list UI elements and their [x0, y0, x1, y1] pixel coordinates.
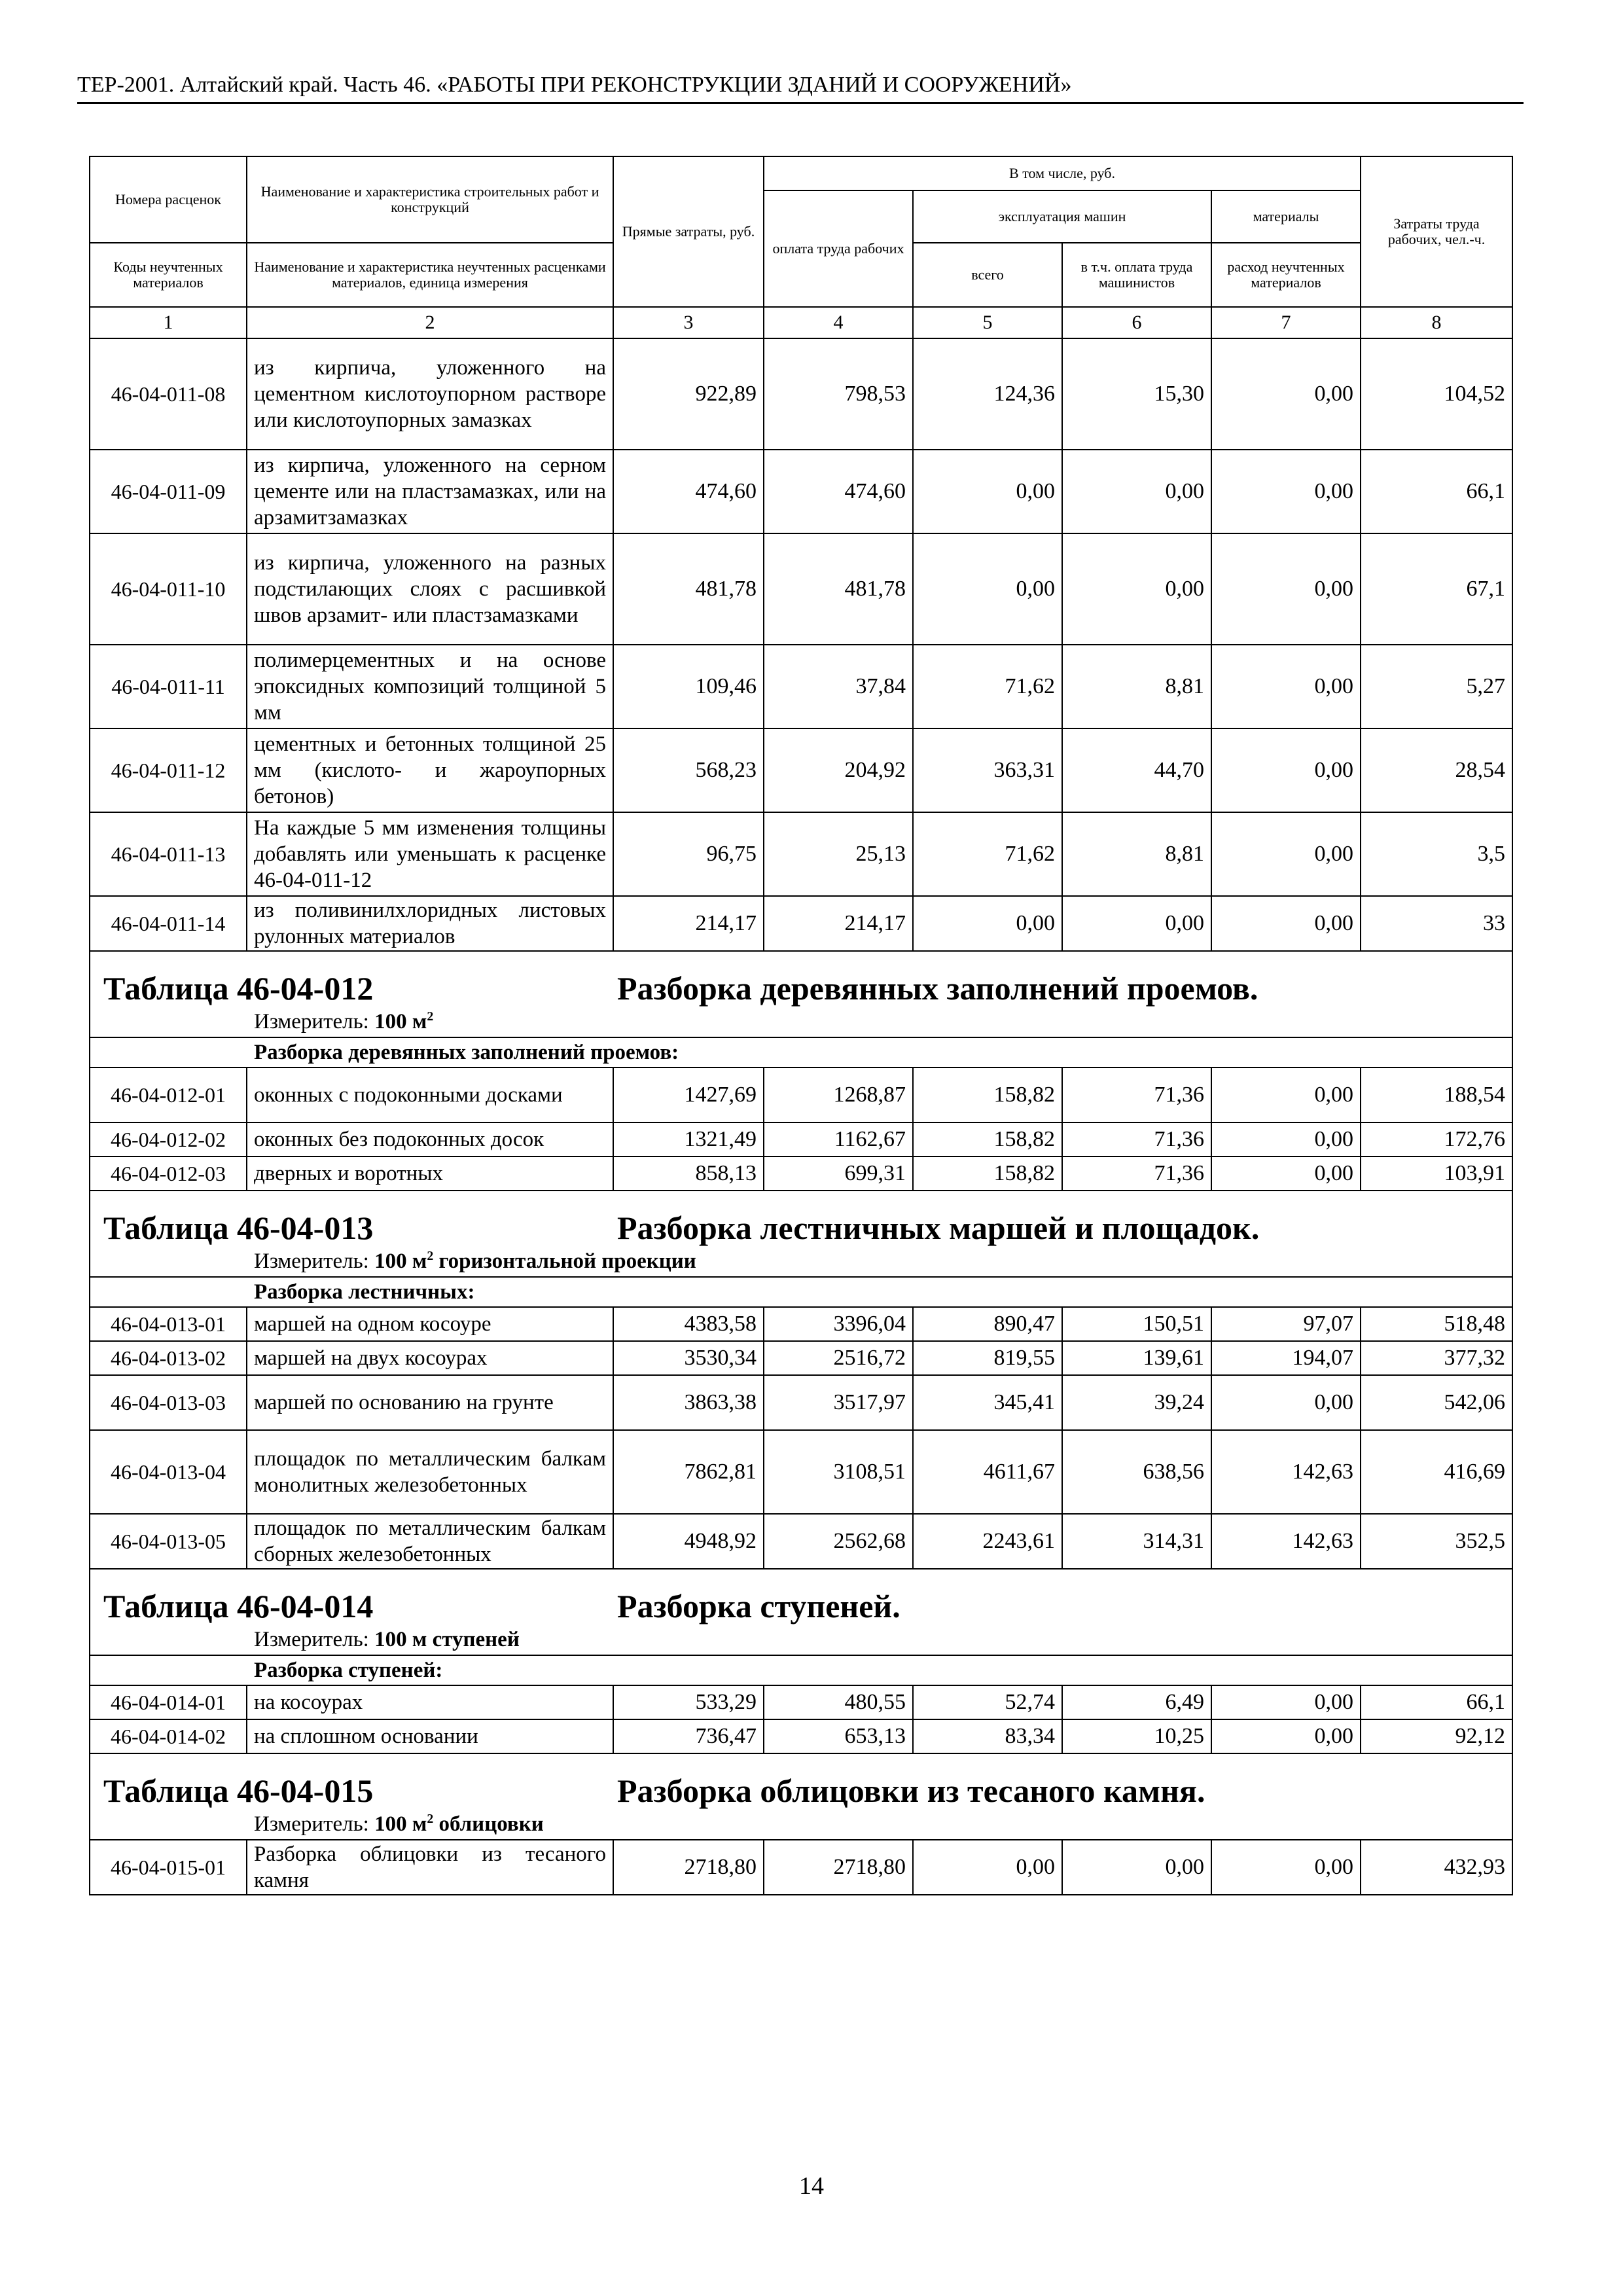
labor-pay: 25,13 [764, 812, 913, 896]
unit-row [90, 1809, 1512, 1840]
labor-pay: 214,17 [764, 896, 913, 951]
section-title [90, 1753, 1512, 1809]
table-row [90, 1307, 1512, 1341]
unit-value: 100 м [374, 1812, 427, 1836]
unit-superscript: 2 [427, 1009, 434, 1024]
header-unaccounted-consumption: расход неучтенных материалов [1211, 243, 1361, 307]
machine-total: 0,00 [913, 450, 1062, 533]
machinist-pay: 638,56 [1062, 1430, 1211, 1514]
machinist-pay: 15,30 [1062, 338, 1211, 450]
materials-cost: 194,07 [1211, 1341, 1361, 1375]
rate-code: 46-04-013-03 [90, 1375, 247, 1430]
machine-total: 4611,67 [913, 1430, 1062, 1514]
machine-total: 0,00 [913, 1840, 1062, 1895]
table-row [90, 1341, 1512, 1375]
machinist-pay: 71,36 [1062, 1157, 1211, 1191]
labor-pay: 481,78 [764, 533, 913, 645]
labor-pay: 1268,87 [764, 1067, 913, 1122]
direct-costs: 3530,34 [613, 1341, 764, 1375]
rate-code: 46-04-011-14 [90, 896, 247, 951]
unit-label: Измеритель: [254, 1812, 369, 1836]
unit-label: Измеритель: [254, 1010, 369, 1033]
header-materials: материалы [1211, 190, 1361, 243]
rate-description: оконных без подоконных досок [247, 1122, 613, 1157]
direct-costs: 4383,58 [613, 1307, 764, 1341]
direct-costs: 2718,80 [613, 1840, 764, 1895]
rate-description: цементных и бетонных толщиной 25 мм (кислото- и жароупорных бетонов) [247, 728, 613, 812]
subheading: Разборка деревянных заполнений проемов: [90, 1037, 1512, 1067]
materials-cost: 0,00 [1211, 645, 1361, 728]
section-title-row [90, 951, 1512, 1007]
labor-hours: 67,1 [1361, 533, 1512, 645]
unit-label: Измеритель: [254, 1249, 369, 1273]
labor-hours: 416,69 [1361, 1430, 1512, 1514]
header-labor-costs: Затраты труда рабочих, чел.-ч. [1361, 156, 1512, 307]
labor-hours: 432,93 [1361, 1840, 1512, 1895]
table-number: Таблица 46-04-012 [103, 970, 374, 1007]
table-title: Разборка лестничных маршей и площадок. [617, 1210, 1260, 1246]
column-number: 5 [913, 307, 1062, 338]
section-title-row [90, 1191, 1512, 1246]
labor-hours: 518,48 [1361, 1307, 1512, 1341]
table-number: Таблица 46-04-013 [103, 1210, 374, 1246]
direct-costs: 858,13 [613, 1157, 764, 1191]
unit-value: 100 м [374, 1249, 427, 1273]
materials-cost: 0,00 [1211, 533, 1361, 645]
rate-description: площадок по металлическим балкам сборных железобетонных [247, 1514, 613, 1569]
rate-description: маршей на двух косоурах [247, 1341, 613, 1375]
page-header: ТЕР-2001. Алтайский край. Часть 46. «РАБОТЫ ПРИ РЕКОНСТРУКЦИИ ЗДАНИЙ И СООРУЖЕНИЙ» [77, 71, 1524, 104]
unit-value: 100 м [374, 1010, 427, 1033]
rate-code: 46-04-012-03 [90, 1157, 247, 1191]
table-row [90, 338, 1512, 450]
direct-costs: 922,89 [613, 338, 764, 450]
column-numbers-row [90, 307, 1512, 338]
direct-costs: 109,46 [613, 645, 764, 728]
rate-code: 46-04-013-04 [90, 1430, 247, 1514]
labor-hours: 5,27 [1361, 645, 1512, 728]
labor-hours: 542,06 [1361, 1375, 1512, 1430]
unit-value: 100 м ступеней [374, 1628, 520, 1651]
labor-pay: 2718,80 [764, 1840, 913, 1895]
rate-description: оконных с подоконными досками [247, 1067, 613, 1122]
header-including: В том числе, руб. [764, 156, 1361, 190]
table-number: Таблица 46-04-015 [103, 1772, 374, 1809]
table-header-row [90, 156, 1512, 190]
direct-costs: 568,23 [613, 728, 764, 812]
table-row [90, 1067, 1512, 1122]
table-row [90, 1375, 1512, 1430]
labor-hours: 377,32 [1361, 1341, 1512, 1375]
machine-total: 71,62 [913, 812, 1062, 896]
rate-description: На каждые 5 мм изменения толщины добавлять или уменьшать к расценке 46-04-011-12 [247, 812, 613, 896]
column-number: 6 [1062, 307, 1211, 338]
labor-pay: 204,92 [764, 728, 913, 812]
column-number: 8 [1361, 307, 1512, 338]
unit-superscript: 2 [427, 1249, 434, 1263]
unit-label: Измеритель: [254, 1628, 369, 1651]
unit-line [90, 1809, 1512, 1840]
direct-costs: 1427,69 [613, 1067, 764, 1122]
materials-cost: 0,00 [1211, 338, 1361, 450]
rate-description: из кирпича, уложенного на разных подстилающих слоях с расшивкой швов арзамит- или пластзамазками [247, 533, 613, 645]
machine-total: 363,31 [913, 728, 1062, 812]
rate-description: маршей на одном косоуре [247, 1307, 613, 1341]
header-total: всего [913, 243, 1062, 307]
materials-cost: 0,00 [1211, 1067, 1361, 1122]
rate-code: 46-04-011-08 [90, 338, 247, 450]
header-machinist-pay: в т.ч. оплата труда машинистов [1062, 243, 1211, 307]
direct-costs: 96,75 [613, 812, 764, 896]
rate-code: 46-04-014-01 [90, 1685, 247, 1719]
table-row [90, 1840, 1512, 1895]
labor-pay: 1162,67 [764, 1122, 913, 1157]
rate-code: 46-04-011-11 [90, 645, 247, 728]
rate-code: 46-04-013-05 [90, 1514, 247, 1569]
materials-cost: 0,00 [1211, 896, 1361, 951]
table-row [90, 1719, 1512, 1753]
unit-superscript: 2 [427, 1812, 434, 1826]
machinist-pay: 8,81 [1062, 645, 1211, 728]
materials-cost: 142,63 [1211, 1514, 1361, 1569]
table-row [90, 1157, 1512, 1191]
header-rate-numbers: Номера расценок [90, 156, 247, 243]
labor-hours: 103,91 [1361, 1157, 1512, 1191]
machine-total: 0,00 [913, 533, 1062, 645]
rate-code: 46-04-014-02 [90, 1719, 247, 1753]
table-row [90, 645, 1512, 728]
labor-pay: 3108,51 [764, 1430, 913, 1514]
labor-pay: 474,60 [764, 450, 913, 533]
rate-description: из кирпича, уложенного на серном цементе или на пластзамазках, или на арзамитзамазках [247, 450, 613, 533]
labor-pay: 3517,97 [764, 1375, 913, 1430]
section-title-row [90, 1569, 1512, 1624]
labor-pay: 699,31 [764, 1157, 913, 1191]
materials-cost: 0,00 [1211, 1157, 1361, 1191]
section-title-row [90, 1753, 1512, 1809]
labor-hours: 66,1 [1361, 1685, 1512, 1719]
header-direct-costs: Прямые затраты, руб. [613, 156, 764, 307]
column-number: 4 [764, 307, 913, 338]
labor-pay: 2516,72 [764, 1341, 913, 1375]
section-title [90, 1191, 1512, 1246]
header-work-name: Наименование и характеристика строительных работ и конструкций [247, 156, 613, 243]
labor-hours: 33 [1361, 896, 1512, 951]
unit-line [90, 1246, 1512, 1277]
section-title [90, 1569, 1512, 1624]
rate-description: полимерцементных и на основе эпоксидных композиций толщиной 5 мм [247, 645, 613, 728]
materials-cost: 0,00 [1211, 728, 1361, 812]
labor-pay: 653,13 [764, 1719, 913, 1753]
materials-cost: 97,07 [1211, 1307, 1361, 1341]
table-row [90, 450, 1512, 533]
column-number: 3 [613, 307, 764, 338]
machine-total: 890,47 [913, 1307, 1062, 1341]
rate-code: 46-04-012-02 [90, 1122, 247, 1157]
machine-total: 345,41 [913, 1375, 1062, 1430]
labor-pay: 3396,04 [764, 1307, 913, 1341]
machine-total: 124,36 [913, 338, 1062, 450]
rate-code: 46-04-013-01 [90, 1307, 247, 1341]
rate-description: из кирпича, уложенного на цементном кислотоупорном растворе или кислотоупорных замазках [247, 338, 613, 450]
subheading-row [90, 1655, 1512, 1685]
direct-costs: 7862,81 [613, 1430, 764, 1514]
machine-total: 83,34 [913, 1719, 1062, 1753]
table-number: Таблица 46-04-014 [103, 1588, 374, 1624]
machinist-pay: 44,70 [1062, 728, 1211, 812]
direct-costs: 1321,49 [613, 1122, 764, 1157]
machinist-pay: 150,51 [1062, 1307, 1211, 1341]
machinist-pay: 0,00 [1062, 450, 1211, 533]
labor-hours: 188,54 [1361, 1067, 1512, 1122]
materials-cost: 0,00 [1211, 1719, 1361, 1753]
subheading: Разборка ступеней: [90, 1655, 1512, 1685]
machine-total: 158,82 [913, 1157, 1062, 1191]
header-unaccounted-names: Наименование и характеристика неучтенных расценками материалов, единица измерения [247, 243, 613, 307]
table-row [90, 1430, 1512, 1514]
direct-costs: 214,17 [613, 896, 764, 951]
direct-costs: 736,47 [613, 1719, 764, 1753]
materials-cost: 0,00 [1211, 1685, 1361, 1719]
direct-costs: 481,78 [613, 533, 764, 645]
machinist-pay: 10,25 [1062, 1719, 1211, 1753]
column-number: 2 [247, 307, 613, 338]
rate-description: дверных и воротных [247, 1157, 613, 1191]
rate-description: на сплошном основании [247, 1719, 613, 1753]
machinist-pay: 6,49 [1062, 1685, 1211, 1719]
machine-total: 52,74 [913, 1685, 1062, 1719]
direct-costs: 474,60 [613, 450, 764, 533]
table-row [90, 728, 1512, 812]
materials-cost: 0,00 [1211, 1840, 1361, 1895]
table-row [90, 1514, 1512, 1569]
labor-hours: 104,52 [1361, 338, 1512, 450]
machine-total: 0,00 [913, 896, 1062, 951]
header-unaccounted-codes: Коды неучтенных материалов [90, 243, 247, 307]
page-number: 14 [799, 2172, 824, 2200]
rate-code: 46-04-013-02 [90, 1341, 247, 1375]
subheading: Разборка лестничных: [90, 1277, 1512, 1307]
table-title: Разборка деревянных заполнений проемов. [617, 970, 1258, 1007]
machinist-pay: 71,36 [1062, 1067, 1211, 1122]
machine-total: 819,55 [913, 1341, 1062, 1375]
machine-total: 71,62 [913, 645, 1062, 728]
table-row [90, 533, 1512, 645]
column-number: 7 [1211, 307, 1361, 338]
labor-pay: 798,53 [764, 338, 913, 450]
materials-cost: 142,63 [1211, 1430, 1361, 1514]
rate-code: 46-04-011-10 [90, 533, 247, 645]
machinist-pay: 39,24 [1062, 1375, 1211, 1430]
materials-cost: 0,00 [1211, 1375, 1361, 1430]
unit-row [90, 1007, 1512, 1037]
direct-costs: 4948,92 [613, 1514, 764, 1569]
machine-total: 158,82 [913, 1122, 1062, 1157]
table-title: Разборка ступеней. [617, 1588, 901, 1624]
machinist-pay: 0,00 [1062, 896, 1211, 951]
unit-suffix: облицовки [433, 1812, 544, 1836]
labor-hours: 352,5 [1361, 1514, 1512, 1569]
labor-pay: 37,84 [764, 645, 913, 728]
subheading-row [90, 1037, 1512, 1067]
rate-code: 46-04-012-01 [90, 1067, 247, 1122]
rate-description: из поливинилхлоридных листовых рулонных материалов [247, 896, 613, 951]
table-row [90, 1122, 1512, 1157]
rate-code: 46-04-015-01 [90, 1840, 247, 1895]
rate-code: 46-04-011-09 [90, 450, 247, 533]
header-labor-pay: оплата труда рабочих [764, 190, 913, 307]
materials-cost: 0,00 [1211, 812, 1361, 896]
unit-line [90, 1007, 1512, 1037]
column-number: 1 [90, 307, 247, 338]
rate-description: на косоурах [247, 1685, 613, 1719]
rate-code: 46-04-011-13 [90, 812, 247, 896]
machine-total: 2243,61 [913, 1514, 1062, 1569]
machinist-pay: 139,61 [1062, 1341, 1211, 1375]
machine-total: 158,82 [913, 1067, 1062, 1122]
machinist-pay: 8,81 [1062, 812, 1211, 896]
rate-description: маршей по основанию на грунте [247, 1375, 613, 1430]
unit-row [90, 1624, 1512, 1655]
labor-hours: 3,5 [1361, 812, 1512, 896]
table-row [90, 896, 1512, 951]
header-machine-operation: эксплуатация машин [913, 190, 1211, 243]
unit-row [90, 1246, 1512, 1277]
machinist-pay: 71,36 [1062, 1122, 1211, 1157]
rate-description: площадок по металлическим балкам монолитных железобетонных [247, 1430, 613, 1514]
subheading-row [90, 1277, 1512, 1307]
unit-line [90, 1624, 1512, 1655]
labor-pay: 2562,68 [764, 1514, 913, 1569]
rate-description: Разборка облицовки из тесаного камня [247, 1840, 613, 1895]
direct-costs: 3863,38 [613, 1375, 764, 1430]
machinist-pay: 0,00 [1062, 1840, 1211, 1895]
machinist-pay: 0,00 [1062, 533, 1211, 645]
table-row [90, 812, 1512, 896]
rate-code: 46-04-011-12 [90, 728, 247, 812]
labor-hours: 28,54 [1361, 728, 1512, 812]
table-title: Разборка облицовки из тесаного камня. [617, 1772, 1205, 1809]
direct-costs: 533,29 [613, 1685, 764, 1719]
rates-table [89, 156, 1513, 1895]
unit-suffix: горизонтальной проекции [433, 1249, 696, 1273]
materials-cost: 0,00 [1211, 450, 1361, 533]
labor-pay: 480,55 [764, 1685, 913, 1719]
materials-cost: 0,00 [1211, 1122, 1361, 1157]
labor-hours: 172,76 [1361, 1122, 1512, 1157]
section-title [90, 951, 1512, 1007]
table-row [90, 1685, 1512, 1719]
machinist-pay: 314,31 [1062, 1514, 1211, 1569]
labor-hours: 92,12 [1361, 1719, 1512, 1753]
labor-hours: 66,1 [1361, 450, 1512, 533]
